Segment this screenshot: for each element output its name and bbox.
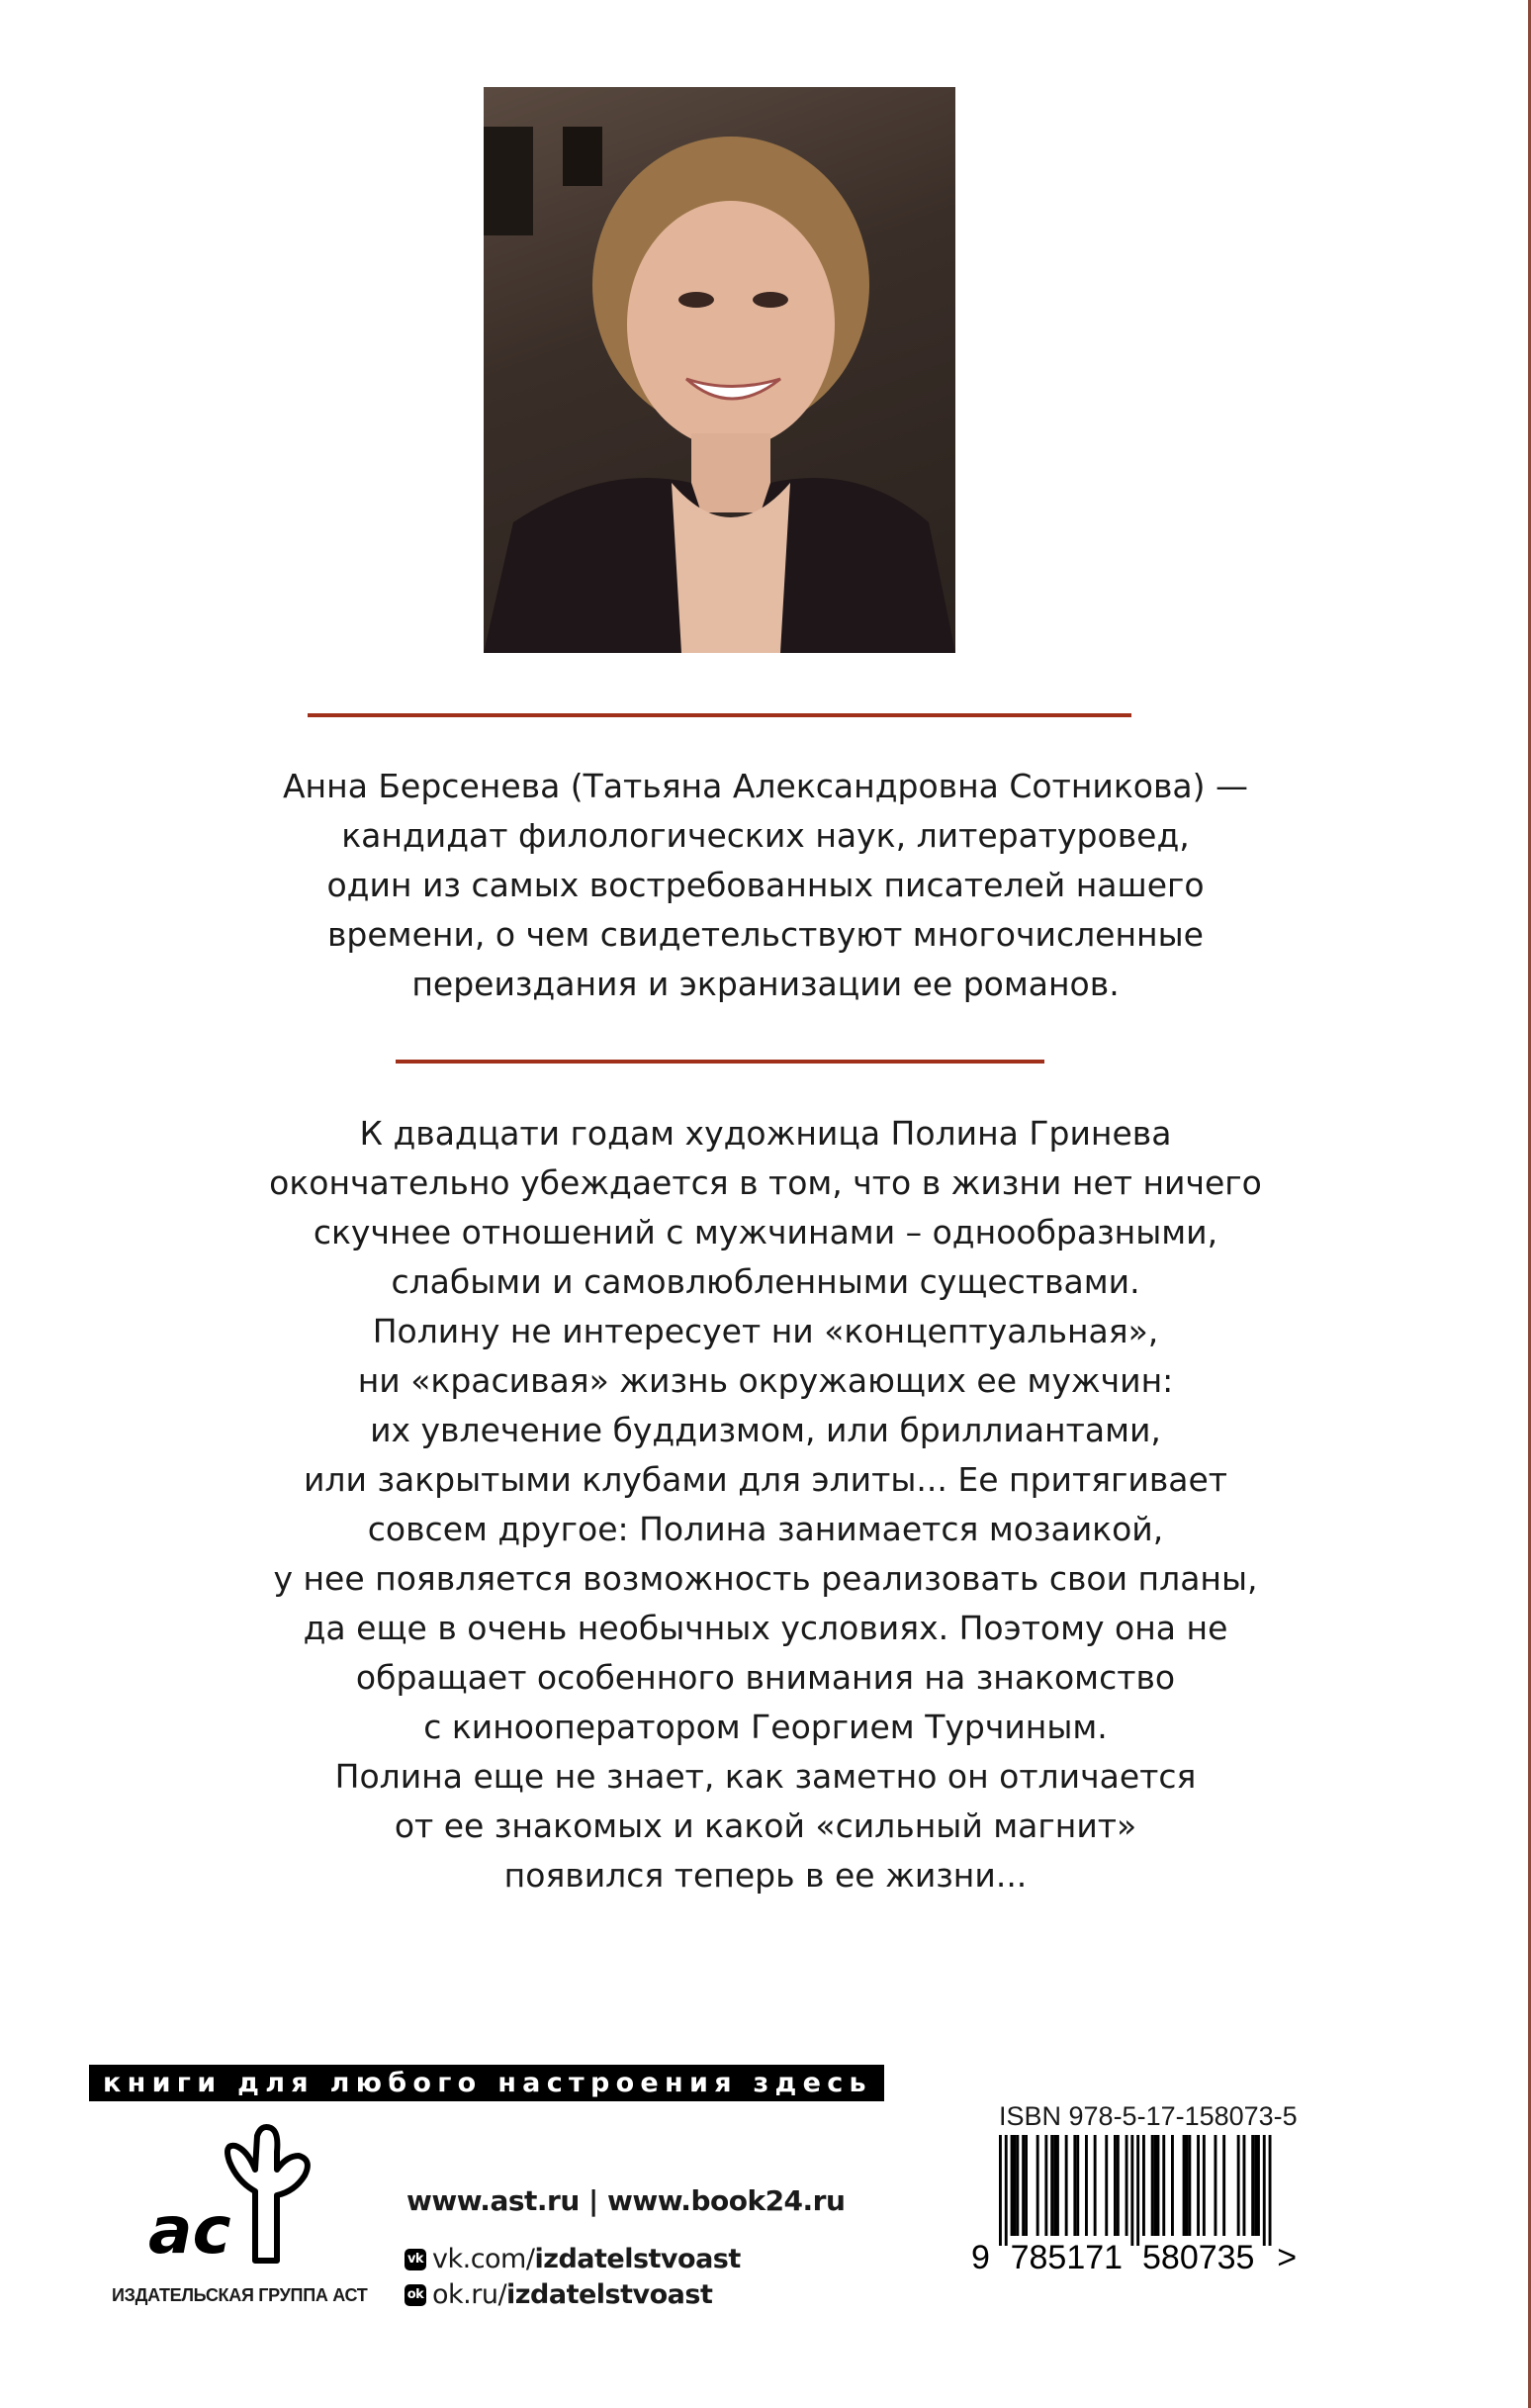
publisher-caption: ИЗДАТЕЛЬСКАЯ ГРУППА АСТ [112,2285,368,2305]
text-line: Полина еще не знает, как заметно он отличается [334,1757,1197,1796]
text-line: кандидат филологических наук, литературовед, [341,816,1190,855]
text-line: да еще в очень необычных условиях. Поэтому она не [303,1609,1228,1647]
barcode-digits: > [1277,2239,1298,2276]
barcode-bar [1053,2135,1056,2236]
website-links[interactable]: www.ast.ru | www.book24.ru [406,2184,846,2217]
text-line: или закрытыми клубами для элиты... Ее притягивает [303,1460,1228,1499]
barcode-bar [1162,2135,1165,2236]
barcode-bar [1044,2135,1047,2236]
barcode-bar [1203,2135,1206,2236]
barcode-bar [1263,2135,1266,2246]
barcode-bar [1014,2135,1017,2236]
barcode-bar [1036,2135,1039,2236]
barcode-bar [1254,2135,1257,2236]
barcode-bar [1025,2135,1028,2236]
vk-icon: vk [405,2249,426,2270]
barcode-bar [1183,2135,1186,2236]
text-line: их увлечение буддизмом, или бриллиантами, [370,1411,1161,1449]
barcode-bar [1251,2135,1254,2236]
barcode-bar [1136,2135,1139,2246]
text-line: с кинооператором Георгием Турчиным. [423,1708,1108,1746]
barcode-bar [1016,2135,1019,2236]
ok-handle: izdatelstvoast [506,2279,713,2310]
isbn-label: ISBN 978-5-17-158073-5 [999,2101,1298,2131]
barcode-bar [1114,2135,1117,2236]
barcode-bar [1154,2135,1157,2236]
social-vk[interactable] [405,2244,741,2274]
barcode-bar [1237,2135,1240,2236]
text-line: у нее появляется возможность реализовать свои планы, [273,1559,1258,1598]
barcode-bar [1022,2135,1025,2236]
barcode-bar [1011,2135,1014,2236]
text-line: совсем другое: Полина занимается мозаикой, [367,1510,1164,1548]
author-photo [484,87,955,653]
vk-handle: izdatelstvoast [534,2244,741,2274]
barcode-digits: 580735 [1142,2239,1255,2276]
barcode-bar [1215,2135,1217,2236]
barcode-bar [1222,2135,1225,2236]
barcode-digits: 9 [971,2239,990,2276]
text-line: окончательно убеждается в том, что в жизни нет ничего [269,1163,1262,1202]
social-ok[interactable] [405,2279,712,2310]
text-line: скучнее отношений с мужчинами – однообразными, [313,1213,1218,1251]
barcode-bar [1076,2135,1079,2236]
barcode-bar [1117,2135,1120,2236]
text-line: Полину не интересует ни «концептуальная», [372,1312,1159,1350]
text-line: появился теперь в ее жизни... [503,1856,1028,1895]
barcode-bar [1269,2135,1272,2246]
barcode-bar [1188,2135,1191,2236]
isbn-barcode [969,2132,1325,2280]
barcode-bar [1171,2135,1174,2236]
barcode-bar [1142,2135,1145,2236]
divider-middle [396,1060,1044,1064]
barcode-bar [1094,2135,1097,2236]
barcode-bar [1257,2135,1260,2236]
barcode-bar [999,2135,1002,2246]
barcode-bar [1243,2135,1246,2236]
ast-logo [138,2122,346,2270]
text-line: К двадцати годам художница Полина Гринева [359,1114,1172,1153]
svg-text:ac: ac [148,2192,231,2269]
vk-prefix: vk.com/ [432,2244,535,2274]
barcode-bar [1151,2135,1154,2236]
text-line: времени, о чем свидетельствуют многочисленные [326,915,1204,954]
barcode-bar [1126,2135,1128,2236]
text-line: ни «красивая» жизнь окружающих ее мужчин: [357,1361,1174,1400]
barcode-bar [1050,2135,1053,2236]
barcode-digits: 785171 [1010,2239,1124,2276]
text-line: от ее знакомых и какой «сильный магнит» [394,1806,1137,1845]
barcode-bar [1056,2135,1059,2236]
barcode-bar [1005,2135,1008,2246]
barcode-bar [1186,2135,1189,2236]
barcode-bar [1157,2135,1160,2236]
text-line: переиздания и экранизации ее романов. [411,965,1120,1003]
barcode-bar [1197,2135,1200,2236]
barcode-bar [1065,2135,1068,2236]
barcode-bar [1105,2135,1108,2236]
text-line: Анна Берсенева (Татьяна Александровна Сотникова) — [282,767,1249,805]
barcode-bar [1130,2135,1133,2246]
text-line: обращает особенного внимания на знакомство [355,1658,1176,1697]
barcode-bar [1085,2135,1088,2236]
text-line: один из самых востребованных писателей нашего [326,866,1205,904]
ok-prefix: ok.ru/ [432,2279,507,2310]
author-bio [0,762,1531,1009]
slogan-banner: книги для любого настроения здесь [89,2065,884,2101]
ok-icon: ok [405,2284,426,2306]
book-annotation [0,1109,1531,1900]
text-line: слабыми и самовлюбленными существами. [391,1262,1140,1301]
barcode-bar [1073,2135,1076,2236]
divider-top [308,713,1131,717]
